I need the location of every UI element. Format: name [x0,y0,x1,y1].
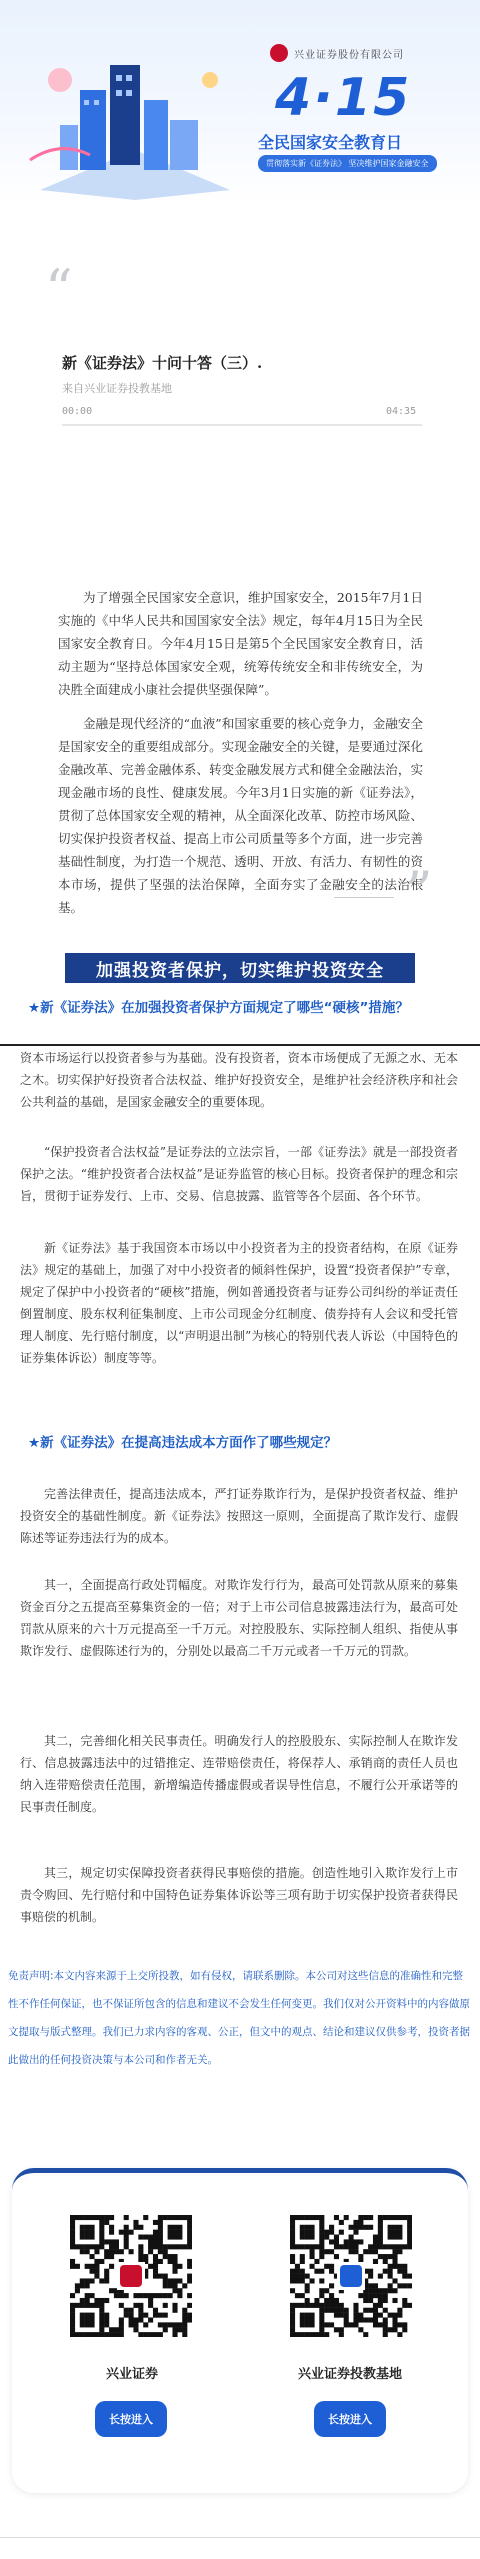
question-rule [0,1044,480,1046]
enter-button[interactable]: 长按进入 [314,2401,386,2437]
city-illustration [20,40,250,200]
audio-time-start: 00:00 [62,406,93,417]
page-bottom-rule [0,2537,480,2538]
intro-paragraph: 为了增强全民国家安全意识，维护国家安全，2015年7月1日实施的《中华人民共和国国家安全法》规定，每年4月15日为全民国家安全教育日。今年4月15日是第5个全民国家安全教育日，活动主题为“坚持总体国家安全观，统筹传统安全和非传统安全，为决胜全面建成小康社会提供坚强保障”。 [58,590,423,697]
answer-paragraph: 资本市场运行以投资者参与为基础。没有投资者，资本市场便成了无源之水、无本之木。切实保护好投资者合法权益、维护好投资安全，是维护社会经济秩序和社会公共利益的基础，是国家金融安全的重要体现。 [20,1051,458,1109]
account-name: 兴业证券 [105,2367,158,2382]
audio-title[interactable]: 新《证券法》十问十答（三）. [62,354,263,372]
section-headline-text: 加强投资者保护，切实维护投资安全 [96,960,384,981]
qr-code-icon[interactable] [290,2215,412,2337]
quote-divider [334,897,394,898]
answer-paragraph: 新《证券法》基于我国资本市场以中小投资者为主的投资者结构，在原《证券法》规定的基础上，加强了对中小投资者的倾斜性保护，设置“投资者保护”专章，规定了保护中小投资者的“硬核”措施，例如普通投资者与证券公司纠纷的举证责任倒置制度、股东权利征集制度、上市公司现金分红制度、债券持有人会议和受托管理人制度、先行赔付制度，以“声明退出制”为核心的特别代表人诉讼（中国特色的证券集体诉讼）制度等等。 [20,1241,458,1365]
banner-subtitle: 贯彻落实新《证券法》 坚决维护国家金融安全 [258,155,437,172]
qr-code-icon[interactable] [70,2215,192,2337]
banner-date: 4·15 [275,68,412,128]
close-quote-icon: ” [405,860,433,923]
brand-logo-icon [270,44,288,62]
audio-progress-bar[interactable] [62,424,422,426]
brand-logo-text: 兴业证券股份有限公司 [294,49,404,61]
answer-paragraph: 其三，规定切实保障投资者获得民事赔偿的措施。创造性地引入欺诈发行上市责令购回、先行赔付和中国特色证券集体诉讼等三项有助于切实保护投资者获得民事赔偿的机制。 [20,1866,458,1924]
intro-paragraph: 金融是现代经济的“血液”和国家重要的核心竞争力，金融安全是国家安全的重要组成部分。实现金融安全的关键，是要通过深化金融改革、完善金融体系、转变金融发展方式和健全金融法治，实现金融市场的良性、健康发展。今年3月1日实施的新《证券法》，贯彻了总体国家安全观的精神，从全面深化改革、防控市场风险、切实保护投资者权益、提高上市公司质量等多个方面，进一步完善基础性制度，为打造一个规范、透明、开放、有活力、有韧性的资本市场，提供了坚强的法治保障，全面夯实了金融安全的法治根基。 [58,716,423,915]
brand-logo [270,44,404,62]
answer-paragraph: 其一，全面提高行政处罚幅度。对欺诈发行行为，最高可处罚款从原来的募集资金百分之五提高至募集资金的一倍；对于上市公司信息披露违法行为，最高可处罚款从原来的六十万元提高至一千万元。对控股股东、实际控制人组织、指使从事欺诈发行、虚假陈述行为的，分别处以最高二千万元或者一千万元的罚款。 [20,1578,458,1658]
account-name: 兴业证券投教基地 [297,2367,402,2382]
audio-time-end: 04:35 [386,406,417,417]
header-banner [0,0,480,205]
banner-title: 全民国家安全教育日 [258,133,403,152]
answer-paragraph: 完善法律责任，提高违法成本，严打证券欺诈行为，是保护投资者权益、维护投资安全的基础性制度。新《证券法》按照这一原则，全面提高了欺诈发行、虚假陈述等证券违法行为的成本。 [20,1487,458,1545]
open-quote-icon: “ [45,258,73,321]
answer-paragraph: “保护投资者合法权益”是证券法的立法宗旨，一部《证券法》就是一部投资者保护之法。“维护投资者合法权益”是证券监管的核心目标。投资者保护的理念和宗旨，贯彻于证券发行、上市、交易、信息披露、监管等各个层面、各个环节。 [20,1145,458,1203]
question-heading: ★新《证券法》在加强投资者保护方面规定了哪些“硬核”措施？ [28,1000,409,1016]
audio-source: 来自兴业证券投教基地 [62,382,172,395]
disclaimer: 免责声明:本文内容来源于上交所投教，如有侵权，请联系删除。本公司对这些信息的准确性和完整性不作任何保证，也不保证所包含的信息和建议不会发生任何变更。我们仅对公开资料中的内容做原文提取与版式整理。我们已力求内容的客观、公正，但文中的观点、结论和建议仅供参考，投资者据此做出的任何投资决策与本公司和作者无关。 [8,1970,470,2066]
qr-card [12,2168,468,2493]
enter-button[interactable]: 长按进入 [95,2401,167,2437]
section-headline [65,953,415,983]
question-heading: ★新《证券法》在提高违法成本方面作了哪些规定？ [28,1435,338,1451]
answer-paragraph: 其二，完善细化相关民事责任。明确发行人的控股股东、实际控制人在欺诈发行、信息披露违法中的过错推定、连带赔偿责任，将保荐人、承销商的责任人员也纳入连带赔偿责任范围，新增编造传播虚假或者误导性信息，不履行公开承诺等的民事责任制度。 [20,1734,458,1814]
